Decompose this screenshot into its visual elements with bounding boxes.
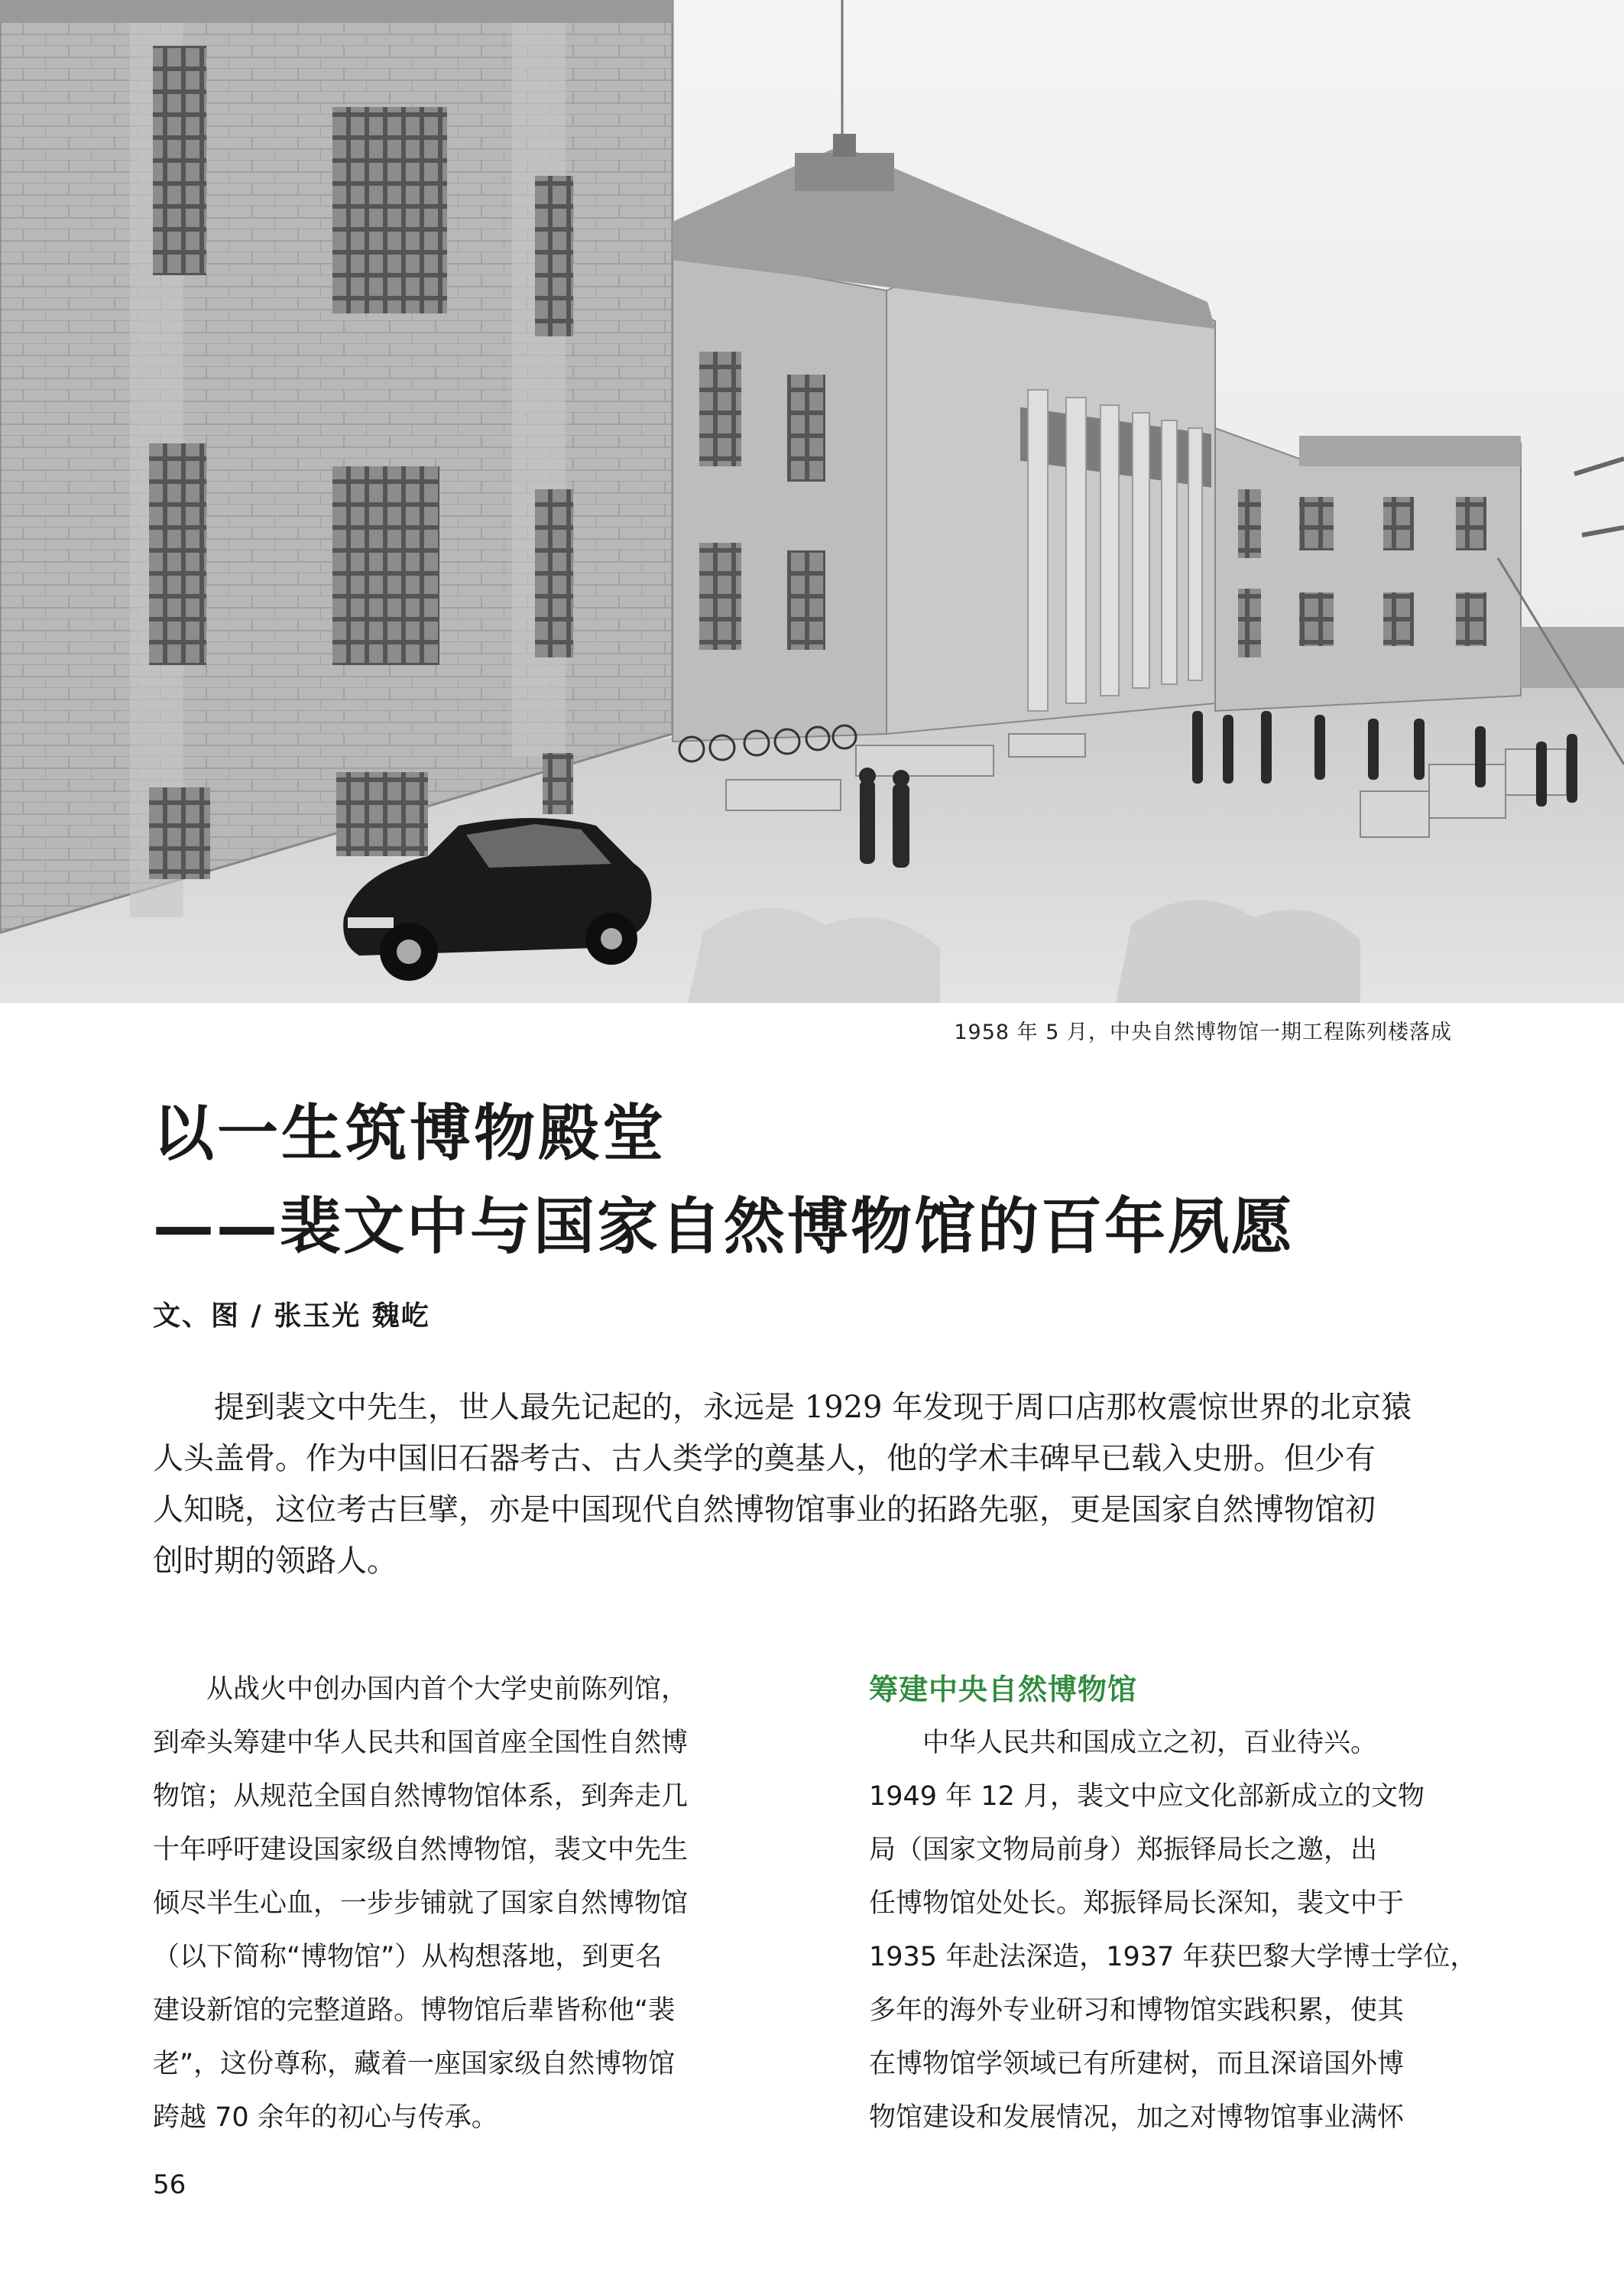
lead-line: 创时期的领路人。 bbox=[153, 1543, 397, 1579]
body-line: 到牵头筹建中华人民共和国首座全国性自然博 bbox=[153, 1728, 689, 1758]
body-line: 倾尽半生心血，一步步铺就了国家自然博物馆 bbox=[153, 1888, 689, 1919]
body-line: 从战火中创办国内首个大学史前陈列馆， bbox=[153, 1674, 689, 1705]
body-line: 物馆；从规范全国自然博物馆体系，到奔走几 bbox=[153, 1781, 689, 1812]
hero-photo bbox=[0, 0, 1624, 1003]
body-line: 1935 年赴法深造，1937 年获巴黎大学博士学位， bbox=[869, 1942, 1477, 1972]
body-line: 中华人民共和国成立之初，百业待兴。 bbox=[869, 1728, 1378, 1758]
body-line: 1949 年 12 月，裴文中应文化部新成立的文物 bbox=[869, 1781, 1425, 1812]
page-number: 56 bbox=[153, 2170, 186, 2200]
body-line: 建设新馆的完整道路。博物馆后辈皆称他“裴 bbox=[153, 1995, 676, 2026]
body-line: 在博物馆学领域已有所建树，而且深谙国外博 bbox=[869, 2049, 1405, 2079]
section-heading: 筹建中央自然博物馆 bbox=[869, 1672, 1138, 1706]
museum-building-photo bbox=[0, 0, 1624, 1003]
body-line: 老”，这份尊称，藏着一座国家级自然博物馆 bbox=[153, 2049, 676, 2079]
body-line: 局（国家文物局前身）郑振铎局长之邀，出 bbox=[869, 1835, 1378, 1865]
body-line: 任博物馆处处长。郑振铎局长深知，裴文中于 bbox=[869, 1888, 1405, 1919]
lead-paragraph bbox=[153, 1382, 1452, 1587]
article-title: 以一生筑博物殿堂 bbox=[153, 1098, 666, 1169]
body-line: 跨越 70 余年的初心与传承。 bbox=[153, 2102, 498, 2133]
body-column-right bbox=[869, 1663, 1477, 2144]
body-line: 多年的海外专业研习和博物馆实践积累，使其 bbox=[869, 1995, 1405, 2026]
body-line: 物馆建设和发展情况，加之对博物馆事业满怀 bbox=[869, 2102, 1405, 2133]
lead-line: 人头盖骨。作为中国旧石器考古、古人类学的奠基人，他的学术丰碑早已载入史册。但少有 bbox=[153, 1441, 1376, 1476]
photo-caption: 1958 年 5 月，中央自然博物馆一期工程陈列楼落成 bbox=[954, 1021, 1452, 1044]
body-line: （以下简称“博物馆”）从构想落地，到更名 bbox=[153, 1942, 663, 1972]
body-line: 十年呼吁建设国家级自然博物馆，裴文中先生 bbox=[153, 1835, 689, 1865]
body-column-left bbox=[153, 1663, 734, 2144]
lead-line: 人知晓，这位考古巨擘，亦是中国现代自然博物馆事业的拓路先驱，更是国家自然博物馆初 bbox=[153, 1492, 1376, 1527]
lead-line: 提到裴文中先生，世人最先记起的，永远是 1929 年发现于周口店那枚震惊世界的北京猿 bbox=[153, 1390, 1412, 1425]
byline: 文、图 / 张玉光 魏屹 bbox=[153, 1300, 430, 1332]
article-subtitle: ——裴文中与国家自然博物馆的百年夙愿 bbox=[153, 1191, 1295, 1262]
